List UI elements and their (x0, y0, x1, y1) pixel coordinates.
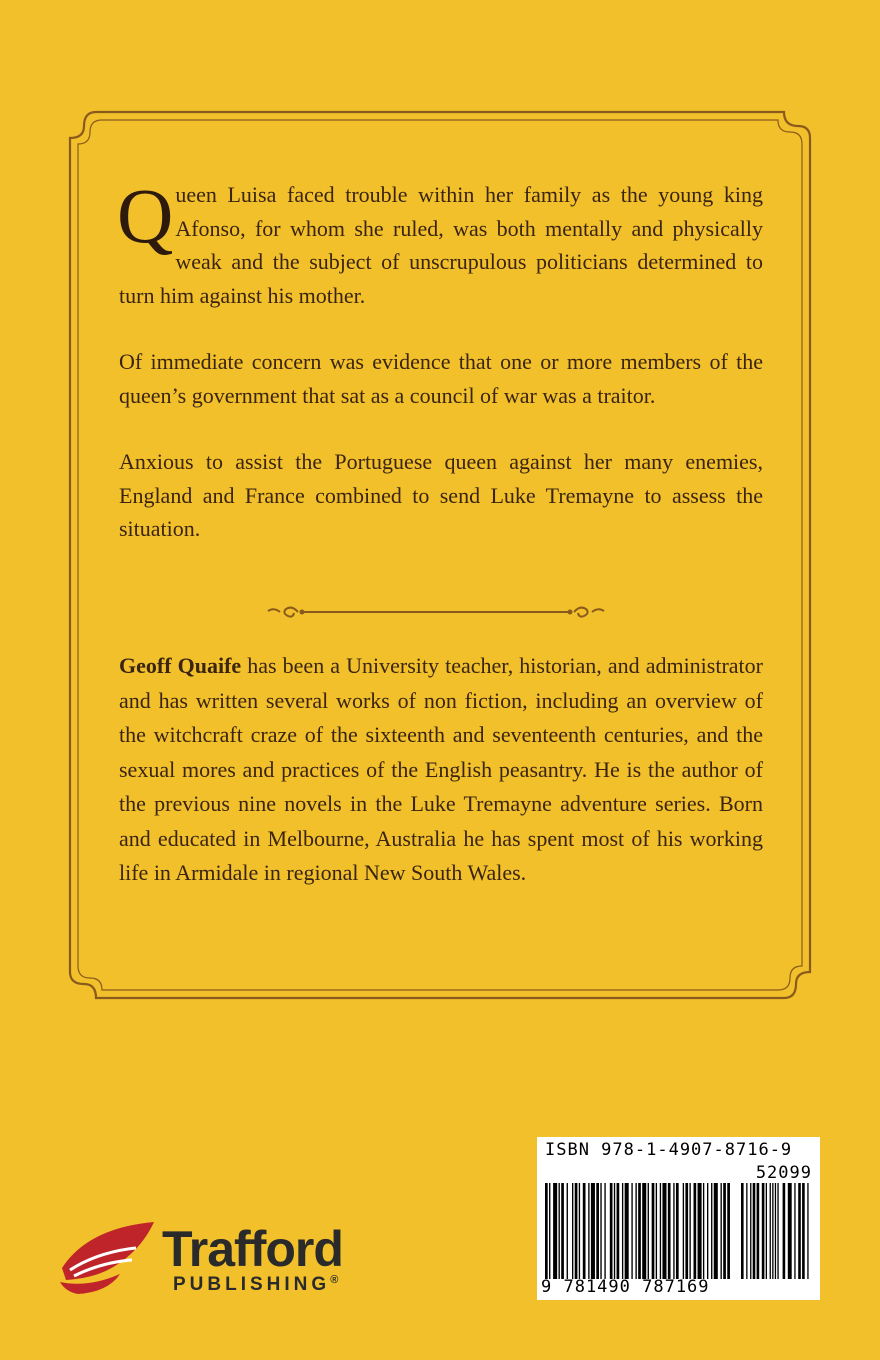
publisher-subtitle (173, 1274, 338, 1296)
barcode-bar (798, 1183, 801, 1279)
ornamental-divider (262, 601, 610, 623)
barcode-bar (617, 1183, 620, 1279)
barcode-bar (698, 1183, 702, 1279)
barcode-bar (596, 1183, 599, 1279)
barcode-bar (746, 1183, 747, 1279)
barcode-bar (788, 1183, 792, 1279)
blurb-paragraph-2: Of immediate concern was evidence that one or more members of the queen’s government that sat as a council of war was a traitor. (119, 349, 763, 408)
blurb-paragraph-3: Anxious to assist the Portuguese queen against her many enemies, England and France combined to send Luke Tremayne to assess the situation. (119, 449, 763, 541)
barcode-bar (683, 1183, 684, 1279)
blurb-paragraph-1-text: ueen Luisa faced trouble within her family as the young king Afonso, for whom she ruled, was both mentally and physically weak and the subject of unscrupulous politicians determined to turn him against his mother. (119, 182, 763, 308)
barcode-bar (588, 1183, 589, 1279)
drop-cap: Q (117, 172, 174, 259)
barcode-bar (685, 1183, 688, 1279)
barcode-bar (625, 1183, 629, 1279)
blurb (117, 172, 763, 579)
author-name: Geoff Quaife (119, 653, 242, 678)
publisher-name: Trafford (162, 1221, 343, 1277)
registered-mark: ® (330, 1274, 339, 1286)
barcode-bar (660, 1183, 661, 1279)
barcode-bar (783, 1183, 786, 1279)
publisher-logo (58, 1218, 428, 1298)
barcode-bar (668, 1183, 671, 1279)
barcode-bar (549, 1183, 550, 1279)
barcode-bar (604, 1183, 605, 1279)
barcode-bar (575, 1183, 578, 1279)
barcode-bar (762, 1183, 765, 1279)
barcode-bar (638, 1183, 641, 1279)
barcode-bar (642, 1183, 646, 1279)
trafford-book-icon (58, 1218, 163, 1296)
barcode-bar (591, 1183, 595, 1279)
barcode-bars (545, 1183, 813, 1279)
blurb-paragraph-1 (117, 172, 763, 312)
barcode-bar (711, 1183, 712, 1279)
barcode-bar (807, 1183, 808, 1279)
isbn-barcode (537, 1137, 820, 1300)
barcode-bar (676, 1183, 679, 1279)
price-code: 52099 (755, 1163, 812, 1183)
barcode-bar (750, 1183, 751, 1279)
barcode-bar (694, 1183, 697, 1279)
publisher-sub-text: PUBLISHING (173, 1274, 331, 1295)
barcode-bar (656, 1183, 657, 1279)
barcode-bar (559, 1183, 560, 1279)
author-bio (119, 649, 763, 891)
barcode-bar (561, 1183, 564, 1279)
barcode-bar (583, 1183, 586, 1279)
author-bio-text: has been a University teacher, historian, and administrator and has written several works of non fiction, including an overview of the witchcraft craze of the sixteenth and seventeenth centuries, and the sexual mores and practices of the English peasantry. He is the author of the previous nine novels in the Luke Tremayne adventure series. Born and educated in Melbourne, Australia he has spent most of his working life in Armidale in regional New South Wales. (119, 653, 763, 885)
barcode-bar (741, 1183, 744, 1279)
barcode-bar (777, 1183, 778, 1279)
barcode-digits: 9 781490 787169 (541, 1277, 710, 1297)
barcode-bar (794, 1183, 795, 1279)
barcode-bar (567, 1183, 568, 1279)
barcode-bar (673, 1183, 674, 1279)
barcode-bar (723, 1183, 726, 1279)
barcode-bar (662, 1183, 666, 1279)
barcode-bar (610, 1183, 613, 1279)
barcode-bar (631, 1183, 632, 1279)
barcode-bar (545, 1183, 548, 1279)
barcode-bar (635, 1183, 636, 1279)
isbn-label: ISBN 978-1-4907-8716-9 (545, 1140, 793, 1160)
barcode-bar (553, 1183, 557, 1279)
barcode-bar (572, 1183, 573, 1279)
barcode-bar (802, 1183, 805, 1279)
barcode-bar (614, 1183, 615, 1279)
barcode-bar (622, 1183, 623, 1279)
barcode-bar (757, 1183, 760, 1279)
barcode-bar (766, 1183, 767, 1279)
barcode-bar (727, 1183, 730, 1279)
barcode-bar (753, 1183, 756, 1279)
barcode-bar (689, 1183, 690, 1279)
barcode-bar (770, 1183, 771, 1279)
barcode-bar (772, 1183, 773, 1279)
barcode-bar (721, 1183, 722, 1279)
barcode-bar (707, 1183, 708, 1279)
barcode-bar (652, 1183, 655, 1279)
barcode-bar (775, 1183, 776, 1279)
barcode-bar (703, 1183, 704, 1279)
barcode-bar (714, 1183, 718, 1279)
barcode-bar (648, 1183, 649, 1279)
barcode-bar (579, 1183, 580, 1279)
barcode-bar (600, 1183, 601, 1279)
